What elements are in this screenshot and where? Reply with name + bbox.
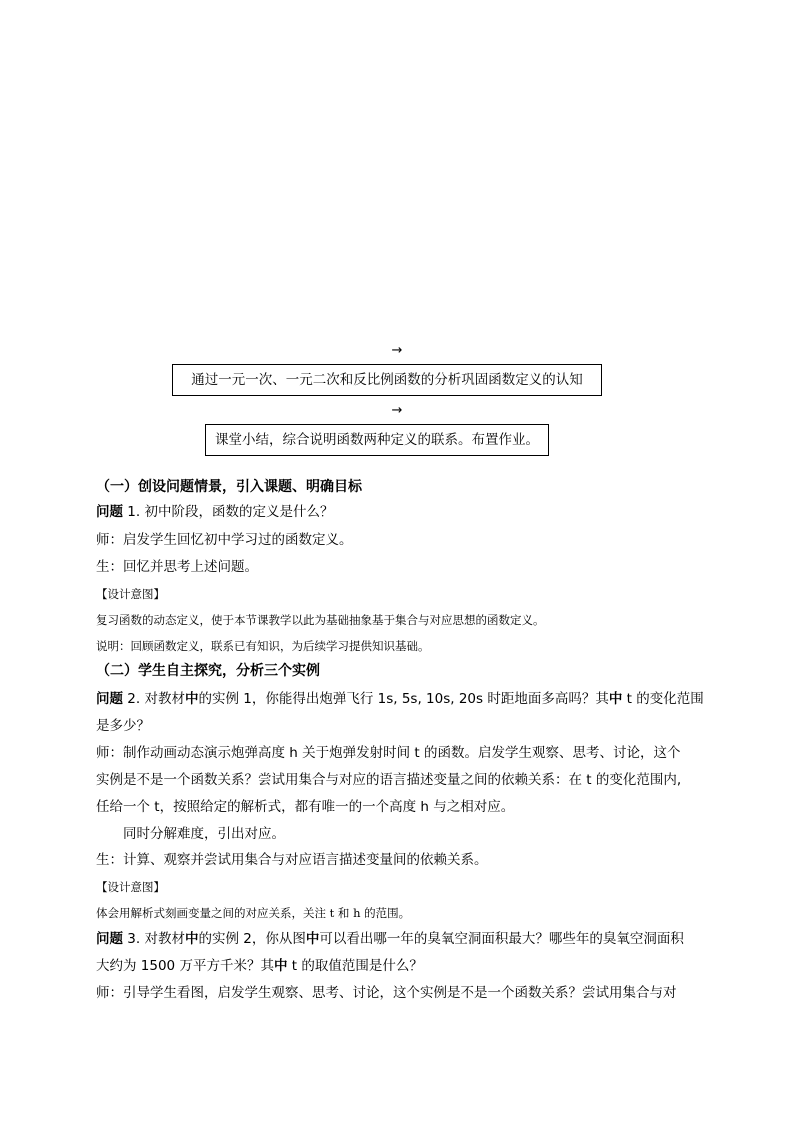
teacher-activity-2-line-2: 实例是不是一个函数关系？尝试用集合与对应的语言描述变量之间的依赖关系：在 t 的变化范围内, (96, 772, 682, 788)
text-run: 2. 对教材 (123, 691, 185, 707)
design-intent-text-2: 体会用解析式刻画变量之间的对应关系，关注 t 和 h 的范围。 (96, 906, 411, 920)
text-run: 可以看出哪一年的臭氧空洞面积最大？哪些年的臭氧空洞面积 (319, 931, 684, 947)
text-run: t 的取值范围是什么？ (287, 958, 423, 974)
text-run: t 的变化范围 (622, 691, 704, 707)
design-intent-label-2: 【设计意图】 (96, 880, 165, 894)
question-1 (96, 502, 706, 522)
text-run: 大约为 1500 万平方千米？其 (96, 958, 274, 974)
teacher-activity-3-line-1: 师：引导学生看图，启发学生观察、思考、讨论，这个实例是不是一个函数关系？尝试用集合与对 (96, 985, 677, 1001)
teacher-activity-2-line-1: 师：制作动画动态演示炮弹高度 h 关于炮弹发射时间 t 的函数。启发学生观察、思考、讨论，这个 (96, 745, 681, 761)
teacher-activity-2-line-4: 同时分解难度，引出对应。 (123, 826, 285, 842)
question-label: 问题 (96, 931, 123, 947)
text-run: 中 (273, 958, 288, 974)
question-3-line-1 (96, 929, 706, 949)
flow-box-consolidate: 通过一元一次、一元二次和反比例函数的分析巩固函数定义的认知 (172, 364, 602, 396)
text-run: 中 (305, 931, 320, 947)
explanation-note: 说明：回顾函数定义，联系已有知识，为后续学习提供知识基础。 (96, 639, 430, 653)
teacher-activity-2-line-3: 任给一个 t，按照给定的解析式，都有唯一的一个高度 h 与之相对应。 (96, 799, 515, 815)
student-activity-2: 生：计算、观察并尝试用集合与对应语言描述变量间的依赖关系。 (96, 852, 488, 868)
flow-arrow-2: → (391, 403, 403, 418)
text-run: 中 (608, 691, 623, 707)
question-2-line-1 (96, 689, 706, 709)
flow-box-summary: 课堂小结，综合说明函数两种定义的联系。布置作业。 (205, 424, 549, 456)
design-intent-text-1: 复习函数的动态定义，使于本节课教学以此为基础抽象基于集合与对应思想的函数定义。 (96, 613, 545, 627)
student-activity-1: 生：回忆并思考上述问题。 (96, 559, 258, 575)
section-heading-1: （一）创设问题情景，引入课题、明确目标 (96, 479, 362, 495)
teacher-activity-1: 师：启发学生回忆初中学习过的函数定义。 (96, 532, 353, 548)
question-2-line-2: 是多少？ (96, 718, 150, 734)
text-run: 3. 对教材 (123, 931, 185, 947)
design-intent-label-1: 【设计意图】 (96, 587, 165, 601)
section-heading-2: （二）学生自主探究，分析三个实例 (96, 663, 320, 679)
text-run: 中 (184, 691, 199, 707)
question-3-line-2 (96, 956, 706, 976)
flow-arrow-1: → (391, 343, 403, 358)
text-run: 的实例 2，你从图 (198, 931, 306, 947)
question-text: 1. 初中阶段，函数的定义是什么？ (123, 504, 334, 520)
text-run: 中 (184, 931, 199, 947)
question-label: 问题 (96, 691, 123, 707)
question-label: 问题 (96, 504, 123, 520)
text-run: 的实例 1，你能得出炮弹飞行 1s, 5s, 10s, 20s 时距地面多高吗？其 (198, 691, 609, 707)
